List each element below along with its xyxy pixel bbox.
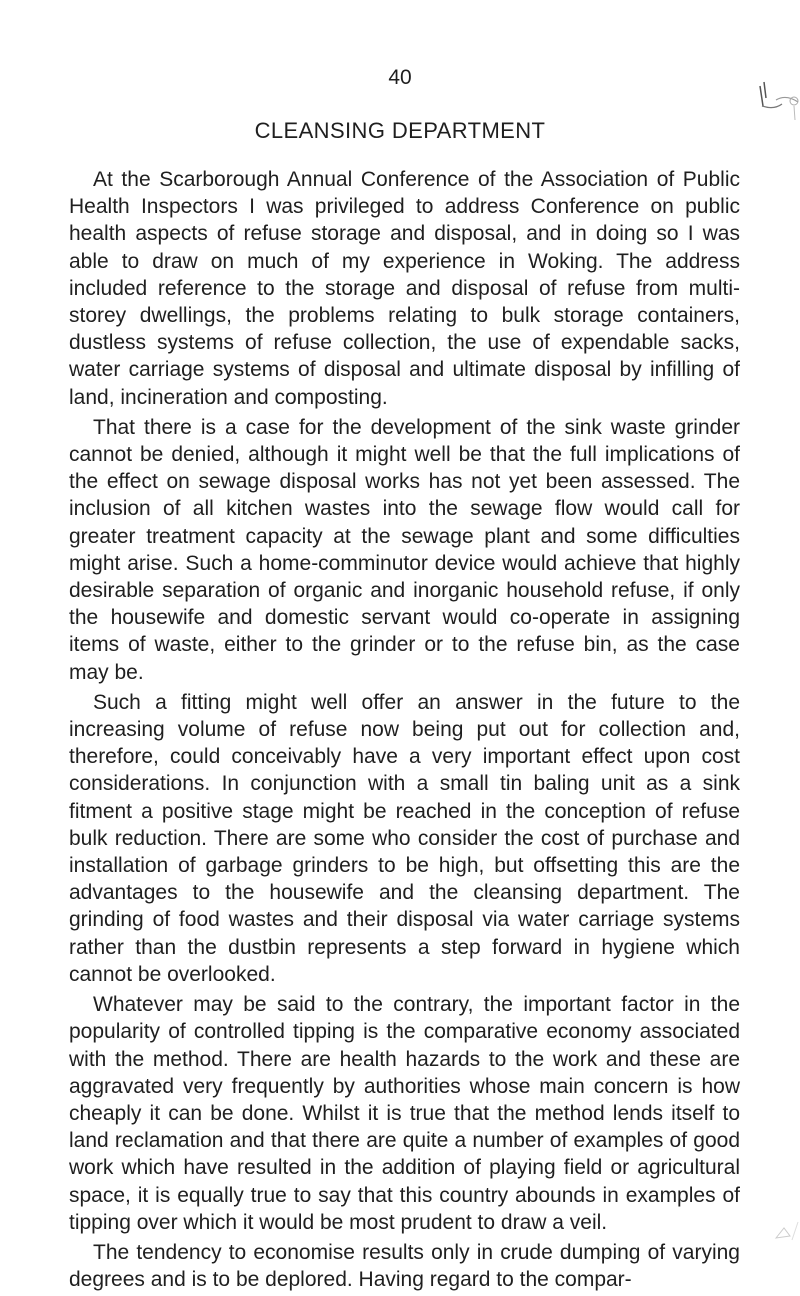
paragraph: At the Scarborough Annual Conference of the Association of Public Health Inspectors I was privileged to address Conference on public health aspects of refuse storage and disposal, and in doing so I was able to draw on much of my experience in Woking. The address included reference to the storage and disposal of refuse from multi-storey dwellings, the problems relating to bulk storage containers, dustless systems of refuse collection, the use of expendable sacks, water carriage systems of disposal and ultimate disposal by infilling of land, incineration and composting. (69, 168, 740, 409)
corner-smudge-icon (770, 1202, 800, 1242)
page-number: 40 (388, 66, 412, 89)
paragraph: Such a fitting might well offer an answer in the future to the increasing volume of refuse now being put out for collection and, therefore, could conceivably have a very important effect upon cost considerations. In conjunction with a small tin baling unit as a sink fitment a positive stage might be reached in the conception of refuse bulk reduction. There are some who consider the cost of purchase and installation of garbage grinders to be high, but offsetting this are the advantages to the housewife and the cleansing department. The grinding of food wastes and their disposal via water carriage systems rather than the dustbin represents a step forward in hygiene which cannot be overlooked. (69, 690, 740, 986)
paragraph: The tendency to economise results only in crude dumping of varying degrees and is to be deplored. Having regard to the compar- (69, 1240, 740, 1292)
paragraph: That there is a case for the development of the sink waste grinder cannot be denied, although it might well be that the full implications of the effect on sewage disposal works has not yet been assessed. The inclusion of all kitchen wastes into the sewage flow would call for greater treatment capacity at the sewage plant and some difficulties might arise. Such a home-comminutor device would achieve that highly desirable separation of organic and inorganic household refuse, if only the housewife and domestic servant would co-operate in assigning items of waste, either to the grinder or to the refuse bin, as the case may be. (69, 415, 740, 684)
paragraph: Whatever may be said to the contrary, the important factor in the popularity of controlled tipping is the comparative economy associated with the method. There are health hazards to the work and these are aggravated very frequently by authorities whose main concern is how cheaply it can be done. Whilst it is true that the method lends itself to land reclamation and that there are quite a number of examples of good work which have resulted in the addition of playing field or agricultural space, it is equally true to say that this country abounds in examples of tipping over which it would be most prudent to draw a veil. (69, 993, 740, 1234)
body-text (69, 166, 740, 1296)
section-heading: CLEANSING DEPARTMENT (254, 118, 546, 143)
